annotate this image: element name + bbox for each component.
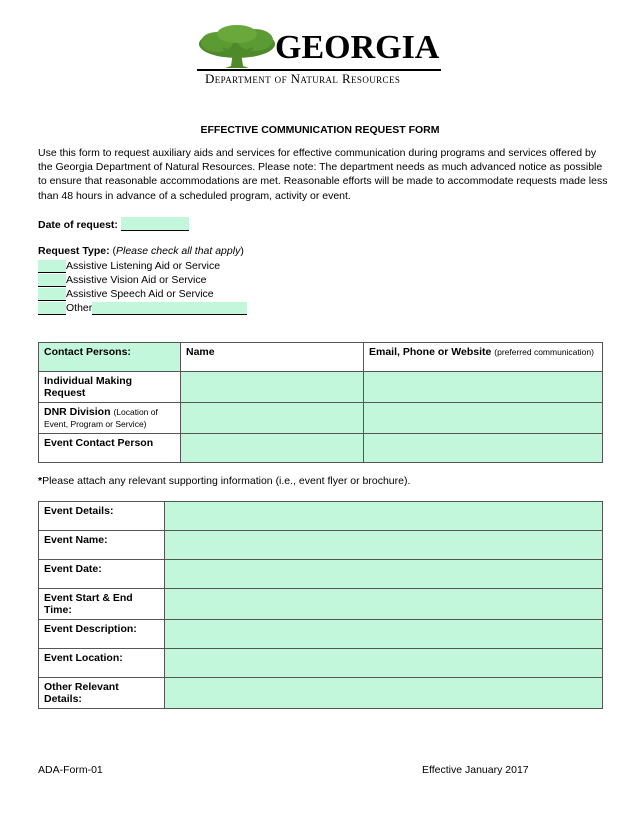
name-input[interactable]	[181, 372, 364, 403]
table-row: Individual Making Request	[39, 372, 181, 403]
contact-input[interactable]	[364, 434, 603, 463]
effective-date: Effective January 2017	[422, 764, 529, 776]
contact-method-header: Email, Phone or Website (preferred communication)	[364, 343, 603, 372]
form-title: EFFECTIVE COMMUNICATION REQUEST FORM	[200, 124, 440, 136]
name-header: Name	[181, 343, 364, 372]
table-row: Event Start & End Time:	[39, 589, 165, 620]
event-location-input[interactable]	[165, 649, 603, 678]
attach-note: *Please attach any relevant supporting information (i.e., event flyer or brochure).	[38, 475, 411, 487]
other-input[interactable]	[92, 302, 247, 315]
table-row: Event Contact Person	[39, 434, 181, 463]
table-row: Event Date:	[39, 560, 165, 589]
contact-table	[38, 342, 603, 463]
event-table	[38, 501, 603, 709]
option-speech: Assistive Speech Aid or Service	[38, 287, 214, 301]
option-other: Other	[38, 301, 247, 315]
request-type-hint: Please check all that apply	[116, 245, 241, 257]
request-type-label: Request Type:	[38, 245, 110, 257]
contact-input[interactable]	[364, 403, 603, 434]
request-type: Request Type: (Please check all that apply)	[38, 245, 244, 257]
other-details-input[interactable]	[165, 678, 603, 709]
intro-text: Use this form to request auxiliary aids and services for effective communication during programs and services offered by the Georgia Department of Natural Resources. Please note: The department needs as much advanced notice as possible to ensure that reasonable accommodations are met. Reasonable efforts will be made to accommodate requests made less than 48 hours in advance of a scheduled program, activity or event.	[38, 147, 608, 202]
form-id: ADA-Form-01	[38, 764, 103, 776]
table-row: DNR Division (Location of Event, Program or Service)	[39, 403, 181, 434]
date-of-request	[38, 217, 189, 231]
table-row: Event Details:	[39, 502, 165, 531]
table-row: Event Description:	[39, 620, 165, 649]
contact-input[interactable]	[364, 372, 603, 403]
date-input[interactable]	[121, 217, 189, 231]
option-listening: Assistive Listening Aid or Service	[38, 259, 220, 273]
checkbox-speech[interactable]	[38, 288, 66, 301]
tree-icon	[199, 25, 275, 68]
date-label: Date of request:	[38, 219, 118, 231]
table-row: Event Name:	[39, 531, 165, 560]
option-vision: Assistive Vision Aid or Service	[38, 273, 206, 287]
event-description-input[interactable]	[165, 620, 603, 649]
table-row: Event Location:	[39, 649, 165, 678]
checkbox-other[interactable]	[38, 302, 66, 315]
department-name: Department of Natural Resources	[205, 71, 401, 86]
contact-header: Contact Persons:	[39, 343, 181, 372]
event-time-input[interactable]	[165, 589, 603, 620]
event-date-input[interactable]	[165, 560, 603, 589]
brand-title: GEORGIA	[275, 29, 440, 66]
event-details-input[interactable]	[165, 502, 603, 531]
table-row: Other Relevant Details:	[39, 678, 165, 709]
checkbox-vision[interactable]	[38, 274, 66, 287]
checkbox-listening[interactable]	[38, 260, 66, 273]
name-input[interactable]	[181, 403, 364, 434]
event-name-input[interactable]	[165, 531, 603, 560]
name-input[interactable]	[181, 434, 364, 463]
